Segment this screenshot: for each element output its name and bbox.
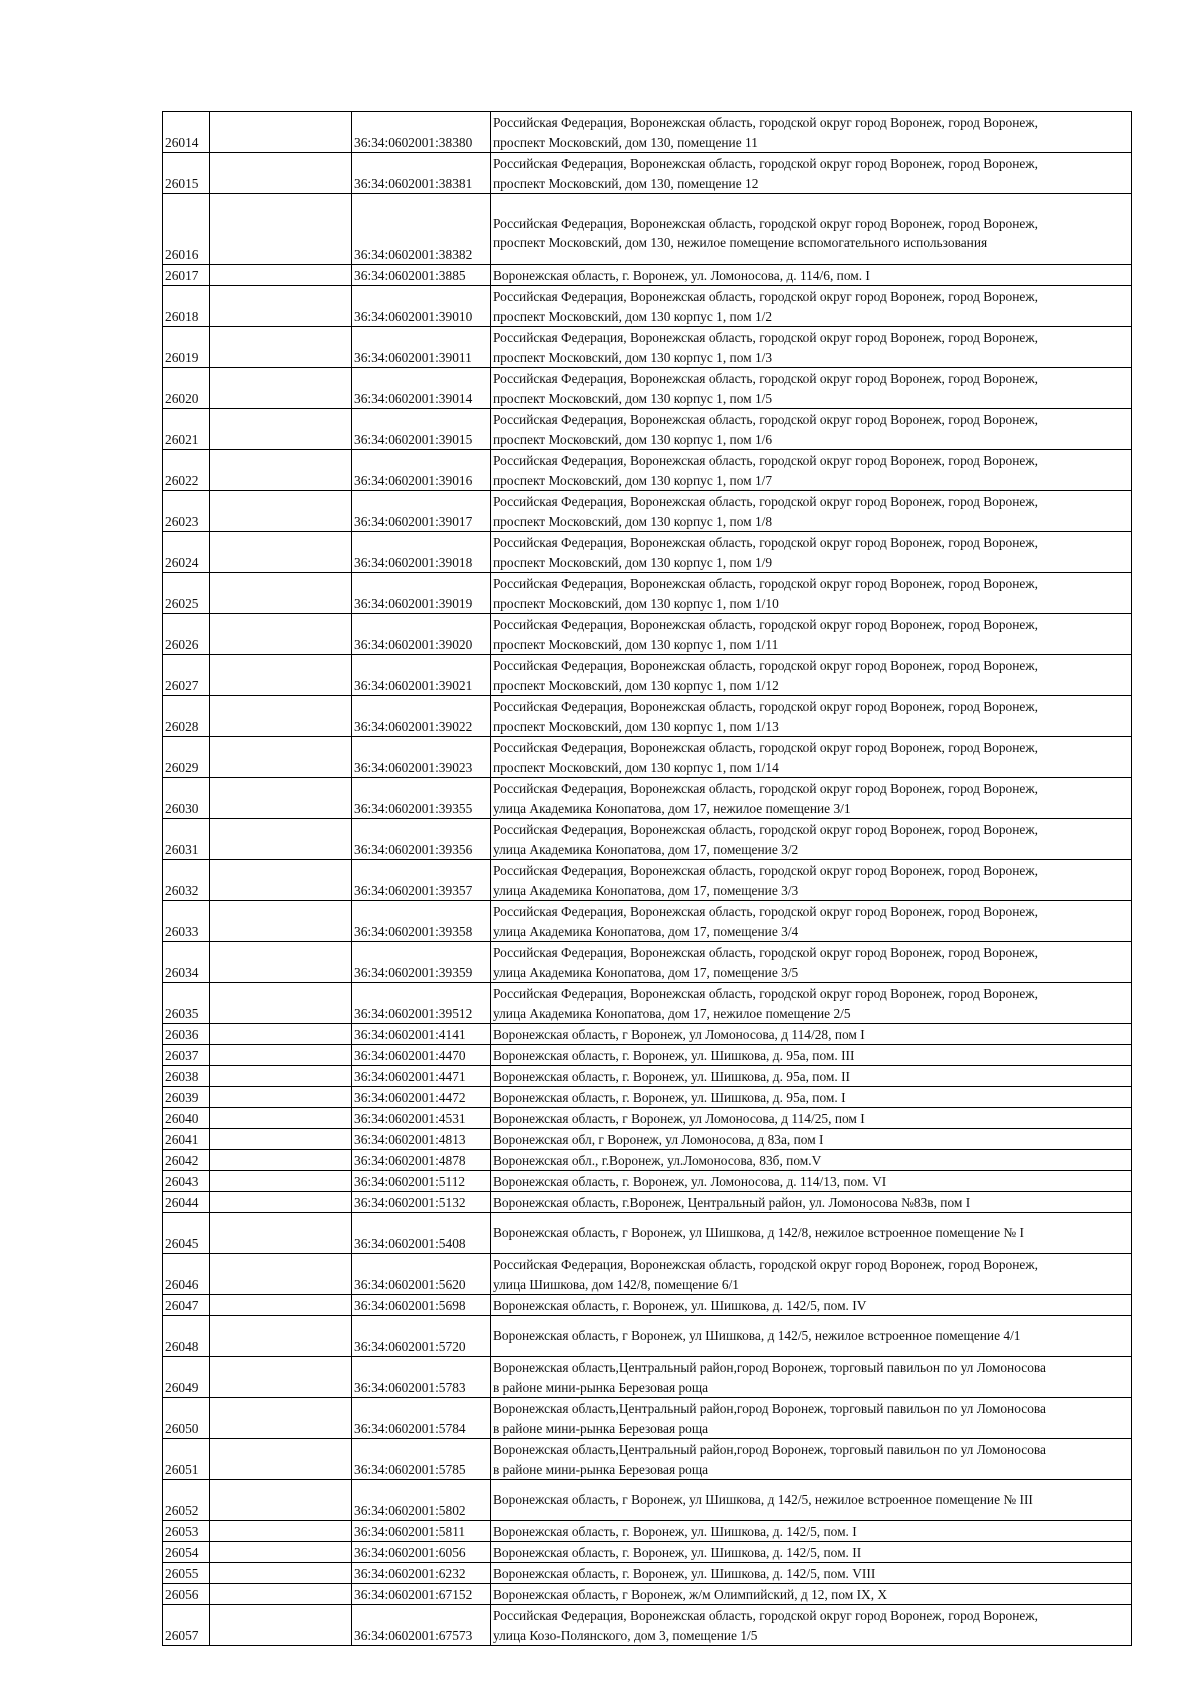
table-row [163, 450, 1132, 491]
table-row [163, 1563, 1132, 1584]
address-line: Российская Федерация, Воронежская область, городской округ город Воронеж, город Воронеж, [493, 576, 1038, 591]
address-line: улица Академика Конопатова, дом 17, нежилое помещение 3/1 [493, 800, 851, 816]
address-cell [491, 409, 1132, 450]
address-line: Воронежская область, г. Воронеж, ул. Шишкова, д. 95а, пом. III [493, 1047, 855, 1063]
address-line: Воронежская область, г. Воронеж, ул. Шишкова, д. 95а, пом. I [493, 1089, 846, 1105]
table-row [163, 1108, 1132, 1129]
cadastral-number: 36:34:0602001:38381 [352, 153, 491, 194]
empty-cell [210, 737, 352, 778]
empty-cell [210, 1192, 352, 1213]
row-number: 26038 [163, 1066, 210, 1087]
address-line: Российская Федерация, Воронежская область, городской округ город Воронеж, город Воронеж, [493, 156, 1038, 171]
table-row [163, 1066, 1132, 1087]
cadastral-number: 36:34:0602001:4813 [352, 1129, 491, 1150]
row-number: 26041 [163, 1129, 210, 1150]
address-cell [491, 1129, 1132, 1150]
row-number: 26031 [163, 819, 210, 860]
address-cell [491, 819, 1132, 860]
table-row [163, 265, 1132, 286]
table-row [163, 1605, 1132, 1646]
cadastral-number: 36:34:0602001:39020 [352, 614, 491, 655]
empty-cell [210, 368, 352, 409]
cadastral-number: 36:34:0602001:6232 [352, 1563, 491, 1584]
address-line: Российская Федерация, Воронежская область, городской округ город Воронеж, город Воронеж, [493, 740, 1038, 755]
row-number: 26053 [163, 1521, 210, 1542]
cadastral-number: 36:34:0602001:5132 [352, 1192, 491, 1213]
address-line: Воронежская область,Центральный район,город Воронеж, торговый павильон по ул Ломоносова [493, 1401, 1046, 1416]
address-line: Российская Федерация, Воронежская область, городской округ город Воронеж, город Воронеж, [493, 371, 1038, 386]
address-cell [491, 1171, 1132, 1192]
address-line: Воронежская область, г. Воронеж, ул. Шишкова, д. 142/5, пом. I [493, 1523, 857, 1539]
row-number: 26020 [163, 368, 210, 409]
table-row [163, 1398, 1132, 1439]
empty-cell [210, 1521, 352, 1542]
row-number: 26026 [163, 614, 210, 655]
row-number: 26046 [163, 1254, 210, 1295]
cadastral-number: 36:34:0602001:38380 [352, 112, 491, 153]
address-line: Воронежская область, г. Воронеж, ул. Ломоносова, д. 114/13, пом. VI [493, 1173, 887, 1189]
empty-cell [210, 614, 352, 655]
row-number: 26047 [163, 1295, 210, 1316]
row-number: 26034 [163, 942, 210, 983]
cadastral-number: 36:34:0602001:39356 [352, 819, 491, 860]
table-row [163, 286, 1132, 327]
address-cell [491, 1316, 1132, 1357]
row-number: 26018 [163, 286, 210, 327]
row-number: 26028 [163, 696, 210, 737]
table-row [163, 1316, 1132, 1357]
address-cell [491, 112, 1132, 153]
address-line: Российская Федерация, Воронежская область, городской округ город Воронеж, город Воронеж, [493, 1257, 1038, 1272]
cadastral-number: 36:34:0602001:5408 [352, 1213, 491, 1254]
row-number: 26056 [163, 1584, 210, 1605]
cadastral-number: 36:34:0602001:4141 [352, 1024, 491, 1045]
table-row [163, 1584, 1132, 1605]
empty-cell [210, 1254, 352, 1295]
table-row [163, 1171, 1132, 1192]
address-cell [491, 491, 1132, 532]
table-row [163, 1542, 1132, 1563]
address-cell [491, 1108, 1132, 1129]
empty-cell [210, 1213, 352, 1254]
empty-cell [210, 1439, 352, 1480]
address-line: Воронежская область, г.Воронеж, Центральный район, ул. Ломоносова №83в, пом I [493, 1194, 971, 1210]
address-cell [491, 1521, 1132, 1542]
empty-cell [210, 1066, 352, 1087]
address-line: Российская Федерация, Воронежская область, городской округ город Воронеж, город Воронеж, [493, 986, 1038, 1001]
address-line: Воронежская область, г. Воронеж, ул. Шишкова, д. 95а, пом. II [493, 1068, 850, 1084]
address-line: проспект Московский, дом 130 корпус 1, пом 1/14 [493, 759, 779, 775]
address-line: Воронежская область, г Воронеж, ул Шишкова, д 142/5, нежилое встроенное помещение № III [493, 1492, 1033, 1508]
address-line: Российская Федерация, Воронежская область, городской округ город Воронеж, город Воронеж, [493, 781, 1038, 796]
address-line: улица Шишкова, дом 142/8, помещение 6/1 [493, 1276, 739, 1292]
address-line: проспект Московский, дом 130, нежилое помещение вспомогательного использования [493, 235, 988, 250]
property-register-table [162, 111, 1132, 1646]
empty-cell [210, 1171, 352, 1192]
address-line: Российская Федерация, Воронежская область, городской округ город Воронеж, город Воронеж, [493, 945, 1038, 960]
table-row [163, 901, 1132, 942]
table-row [163, 983, 1132, 1024]
address-cell [491, 1045, 1132, 1066]
address-cell [491, 368, 1132, 409]
cadastral-number: 36:34:0602001:38382 [352, 194, 491, 265]
empty-cell [210, 327, 352, 368]
row-number: 26024 [163, 532, 210, 573]
table-row [163, 112, 1132, 153]
empty-cell [210, 655, 352, 696]
empty-cell [210, 1480, 352, 1521]
empty-cell [210, 1087, 352, 1108]
table-row [163, 1295, 1132, 1316]
row-number: 26015 [163, 153, 210, 194]
cadastral-number: 36:34:0602001:5785 [352, 1439, 491, 1480]
address-cell [491, 983, 1132, 1024]
cadastral-number: 36:34:0602001:67573 [352, 1605, 491, 1646]
address-line: Российская Федерация, Воронежская область, городской округ город Воронеж, город Воронеж, [493, 494, 1038, 509]
address-cell [491, 942, 1132, 983]
address-cell [491, 1213, 1132, 1254]
address-line: Российская Федерация, Воронежская область, городской округ город Воронеж, город Воронеж, [493, 822, 1038, 837]
address-line: проспект Московский, дом 130 корпус 1, пом 1/9 [493, 554, 773, 570]
empty-cell [210, 491, 352, 532]
address-line: Воронежская область, г. Воронеж, ул. Шишкова, д. 142/5, пом. VIII [493, 1565, 876, 1581]
cadastral-number: 36:34:0602001:5720 [352, 1316, 491, 1357]
empty-cell [210, 1542, 352, 1563]
table-row [163, 1045, 1132, 1066]
table-row [163, 573, 1132, 614]
row-number: 26033 [163, 901, 210, 942]
row-number: 26027 [163, 655, 210, 696]
cadastral-number: 36:34:0602001:39023 [352, 737, 491, 778]
address-line: улица Козо-Полянского, дом 3, помещение 1/5 [493, 1627, 758, 1643]
cadastral-number: 36:34:0602001:39359 [352, 942, 491, 983]
row-number: 26029 [163, 737, 210, 778]
table-row [163, 614, 1132, 655]
address-line: Российская Федерация, Воронежская область, городской округ город Воронеж, город Воронеж, [493, 535, 1038, 550]
address-cell [491, 901, 1132, 942]
cadastral-number: 36:34:0602001:39019 [352, 573, 491, 614]
row-number: 26055 [163, 1563, 210, 1584]
row-number: 26049 [163, 1357, 210, 1398]
address-line: Российская Федерация, Воронежская область, городской округ город Воронеж, город Воронеж, [493, 617, 1038, 632]
address-cell [491, 1254, 1132, 1295]
row-number: 26039 [163, 1087, 210, 1108]
cadastral-number: 36:34:0602001:5620 [352, 1254, 491, 1295]
address-cell [491, 327, 1132, 368]
table-row [163, 1150, 1132, 1171]
table-row [163, 1480, 1132, 1521]
address-line: Российская Федерация, Воронежская область, городской округ город Воронеж, город Воронеж, [493, 115, 1038, 130]
address-line: проспект Московский, дом 130 корпус 1, пом 1/3 [493, 349, 773, 365]
address-line: Российская Федерация, Воронежская область, городской округ город Воронеж, город Воронеж, [493, 412, 1038, 427]
address-line: проспект Московский, дом 130 корпус 1, пом 1/12 [493, 677, 779, 693]
row-number: 26052 [163, 1480, 210, 1521]
row-number: 26040 [163, 1108, 210, 1129]
empty-cell [210, 409, 352, 450]
row-number: 26051 [163, 1439, 210, 1480]
address-line: улица Академика Конопатова, дом 17, помещение 3/5 [493, 964, 799, 980]
address-line: Российская Федерация, Воронежская область, городской округ город Воронеж, город Воронеж, [493, 215, 1038, 231]
address-line: улица Академика Конопатова, дом 17, помещение 3/2 [493, 841, 799, 857]
address-line: Российская Федерация, Воронежская область, городской округ город Воронеж, город Воронеж, [493, 904, 1038, 919]
empty-cell [210, 983, 352, 1024]
address-cell [491, 1357, 1132, 1398]
cadastral-number: 36:34:0602001:39015 [352, 409, 491, 450]
row-number: 26021 [163, 409, 210, 450]
row-number: 26057 [163, 1605, 210, 1646]
table-row [163, 1192, 1132, 1213]
table-row [163, 737, 1132, 778]
row-number: 26023 [163, 491, 210, 532]
address-cell [491, 778, 1132, 819]
address-line: проспект Московский, дом 130 корпус 1, пом 1/10 [493, 595, 779, 611]
empty-cell [210, 194, 352, 265]
address-line: проспект Московский, дом 130 корпус 1, пом 1/6 [493, 431, 773, 447]
empty-cell [210, 1129, 352, 1150]
address-cell [491, 1398, 1132, 1439]
cadastral-number: 36:34:0602001:39022 [352, 696, 491, 737]
table-row [163, 655, 1132, 696]
table-row [163, 409, 1132, 450]
address-cell [491, 737, 1132, 778]
address-line: Российская Федерация, Воронежская область, городской округ город Воронеж, город Воронеж, [493, 289, 1038, 304]
cadastral-number: 36:34:0602001:39512 [352, 983, 491, 1024]
table-row [163, 778, 1132, 819]
table-row [163, 1254, 1132, 1295]
empty-cell [210, 1398, 352, 1439]
table-row [163, 1087, 1132, 1108]
empty-cell [210, 1563, 352, 1584]
table-row [163, 942, 1132, 983]
address-line: Воронежская область, г Воронеж, ж/м Олимпийский, д 12, пом IX, X [493, 1586, 888, 1602]
row-number: 26017 [163, 265, 210, 286]
empty-cell [210, 1584, 352, 1605]
address-line: Воронежская область,Центральный район,город Воронеж, торговый павильон по ул Ломоносова [493, 1442, 1046, 1457]
address-cell [491, 1066, 1132, 1087]
empty-cell [210, 1316, 352, 1357]
row-number: 26050 [163, 1398, 210, 1439]
address-line: Российская Федерация, Воронежская область, городской округ город Воронеж, город Воронеж, [493, 863, 1038, 878]
empty-cell [210, 778, 352, 819]
address-line: Воронежская область, г Воронеж, ул Шишкова, д 142/5, нежилое встроенное помещение 4/1 [493, 1328, 1021, 1344]
cadastral-number: 36:34:0602001:39017 [352, 491, 491, 532]
cadastral-number: 36:34:0602001:39358 [352, 901, 491, 942]
empty-cell [210, 1108, 352, 1129]
table-row [163, 860, 1132, 901]
address-cell [491, 1295, 1132, 1316]
row-number: 26042 [163, 1150, 210, 1171]
address-cell [491, 860, 1132, 901]
row-number: 26035 [163, 983, 210, 1024]
address-line: Воронежская область, г Воронеж, ул Ломоносова, д 114/28, пом I [493, 1026, 865, 1042]
empty-cell [210, 1605, 352, 1646]
row-number: 26025 [163, 573, 210, 614]
row-number: 26054 [163, 1542, 210, 1563]
row-number: 26032 [163, 860, 210, 901]
address-line: Воронежская обл., г.Воронеж, ул.Ломоносова, 83б, пом.V [493, 1152, 822, 1168]
address-line: проспект Московский, дом 130, помещение 11 [493, 134, 758, 150]
table-row [163, 1024, 1132, 1045]
table-row [163, 194, 1132, 265]
cadastral-number: 36:34:0602001:39010 [352, 286, 491, 327]
cadastral-number: 36:34:0602001:3885 [352, 265, 491, 286]
cadastral-number: 36:34:0602001:5811 [352, 1521, 491, 1542]
empty-cell [210, 696, 352, 737]
address-line: улица Академика Конопатова, дом 17, помещение 3/4 [493, 923, 799, 939]
address-cell [491, 614, 1132, 655]
address-line: Воронежская область, г. Воронеж, ул. Ломоносова, д. 114/6, пом. I [493, 267, 870, 283]
address-cell [491, 1024, 1132, 1045]
empty-cell [210, 532, 352, 573]
address-cell [491, 1439, 1132, 1480]
address-line: проспект Московский, дом 130 корпус 1, пом 1/2 [493, 308, 773, 324]
cadastral-number: 36:34:0602001:39357 [352, 860, 491, 901]
table-row [163, 491, 1132, 532]
empty-cell [210, 573, 352, 614]
table-row [163, 1439, 1132, 1480]
empty-cell [210, 450, 352, 491]
address-cell [491, 450, 1132, 491]
empty-cell [210, 1150, 352, 1171]
address-line: проспект Московский, дом 130 корпус 1, пом 1/11 [493, 636, 779, 652]
address-line: Российская Федерация, Воронежская область, городской округ город Воронеж, город Воронеж, [493, 1608, 1038, 1623]
address-cell [491, 696, 1132, 737]
address-line: проспект Московский, дом 130 корпус 1, пом 1/5 [493, 390, 773, 406]
address-cell [491, 573, 1132, 614]
table-row [163, 153, 1132, 194]
empty-cell [210, 265, 352, 286]
address-cell [491, 655, 1132, 696]
address-cell [491, 1584, 1132, 1605]
cadastral-number: 36:34:0602001:4470 [352, 1045, 491, 1066]
table-row [163, 1213, 1132, 1254]
row-number: 26036 [163, 1024, 210, 1045]
table-row [163, 532, 1132, 573]
address-line: проспект Московский, дом 130 корпус 1, пом 1/13 [493, 718, 779, 734]
cadastral-number: 36:34:0602001:5784 [352, 1398, 491, 1439]
row-number: 26022 [163, 450, 210, 491]
cadastral-number: 36:34:0602001:4472 [352, 1087, 491, 1108]
cadastral-number: 36:34:0602001:39014 [352, 368, 491, 409]
row-number: 26045 [163, 1213, 210, 1254]
table-row [163, 1357, 1132, 1398]
row-number: 26043 [163, 1171, 210, 1192]
address-line: Российская Федерация, Воронежская область, городской округ город Воронеж, город Воронеж, [493, 699, 1038, 714]
empty-cell [210, 901, 352, 942]
address-line: Российская Федерация, Воронежская область, городской округ город Воронеж, город Воронеж, [493, 330, 1038, 345]
empty-cell [210, 942, 352, 983]
address-line: Воронежская область, г Воронеж, ул Шишкова, д 142/8, нежилое встроенное помещение № I [493, 1225, 1024, 1241]
row-number: 26030 [163, 778, 210, 819]
cadastral-number: 36:34:0602001:5802 [352, 1480, 491, 1521]
cadastral-number: 36:34:0602001:5112 [352, 1171, 491, 1192]
empty-cell [210, 1295, 352, 1316]
address-line: в районе мини-рынка Березовая роща [493, 1379, 709, 1395]
address-line: проспект Московский, дом 130 корпус 1, пом 1/7 [493, 472, 773, 488]
empty-cell [210, 1357, 352, 1398]
address-line: Воронежская область, г Воронеж, ул Ломоносова, д 114/25, пом I [493, 1110, 865, 1126]
empty-cell [210, 286, 352, 327]
cadastral-number: 36:34:0602001:5698 [352, 1295, 491, 1316]
cadastral-number: 36:34:0602001:39021 [352, 655, 491, 696]
address-line: Российская Федерация, Воронежская область, городской округ город Воронеж, город Воронеж, [493, 658, 1038, 673]
address-cell [491, 286, 1132, 327]
empty-cell [210, 1024, 352, 1045]
table-row [163, 368, 1132, 409]
empty-cell [210, 860, 352, 901]
cadastral-number: 36:34:0602001:67152 [352, 1584, 491, 1605]
register-body [163, 112, 1132, 1646]
table-row [163, 819, 1132, 860]
address-cell [491, 1563, 1132, 1584]
empty-cell [210, 1045, 352, 1066]
address-cell [491, 194, 1132, 265]
address-line: Воронежская область,Центральный район,город Воронеж, торговый павильон по ул Ломоносова [493, 1360, 1046, 1375]
empty-cell [210, 819, 352, 860]
address-cell [491, 1150, 1132, 1171]
row-number: 26048 [163, 1316, 210, 1357]
row-number: 26016 [163, 194, 210, 265]
address-line: в районе мини-рынка Березовая роща [493, 1420, 709, 1436]
row-number: 26014 [163, 112, 210, 153]
address-line: Воронежская область, г. Воронеж, ул. Шишкова, д. 142/5, пом. II [493, 1544, 862, 1560]
address-cell [491, 532, 1132, 573]
row-number: 26037 [163, 1045, 210, 1066]
row-number: 26044 [163, 1192, 210, 1213]
address-line: Воронежская обл, г Воронеж, ул Ломоносова, д 83а, пом I [493, 1131, 824, 1147]
address-cell [491, 265, 1132, 286]
empty-cell [210, 112, 352, 153]
table-row [163, 1521, 1132, 1542]
table-row [163, 1129, 1132, 1150]
empty-cell [210, 153, 352, 194]
address-line: Российская Федерация, Воронежская область, городской округ город Воронеж, город Воронеж, [493, 453, 1038, 468]
address-cell [491, 1192, 1132, 1213]
cadastral-number: 36:34:0602001:39016 [352, 450, 491, 491]
cadastral-number: 36:34:0602001:39011 [352, 327, 491, 368]
cadastral-number: 36:34:0602001:39018 [352, 532, 491, 573]
address-line: проспект Московский, дом 130, помещение 12 [493, 175, 759, 191]
address-line: Воронежская область, г. Воронеж, ул. Шишкова, д. 142/5, пом. IV [493, 1297, 867, 1313]
cadastral-number: 36:34:0602001:4878 [352, 1150, 491, 1171]
address-line: в районе мини-рынка Березовая роща [493, 1461, 709, 1477]
row-number: 26019 [163, 327, 210, 368]
address-cell [491, 1542, 1132, 1563]
table-row [163, 696, 1132, 737]
cadastral-number: 36:34:0602001:4471 [352, 1066, 491, 1087]
cadastral-number: 36:34:0602001:6056 [352, 1542, 491, 1563]
table-row [163, 327, 1132, 368]
address-cell [491, 1605, 1132, 1646]
cadastral-number: 36:34:0602001:4531 [352, 1108, 491, 1129]
address-cell [491, 1087, 1132, 1108]
cadastral-number: 36:34:0602001:5783 [352, 1357, 491, 1398]
cadastral-number: 36:34:0602001:39355 [352, 778, 491, 819]
address-line: улица Академика Конопатова, дом 17, нежилое помещение 2/5 [493, 1005, 851, 1021]
address-line: проспект Московский, дом 130 корпус 1, пом 1/8 [493, 513, 773, 529]
address-line: улица Академика Конопатова, дом 17, помещение 3/3 [493, 882, 799, 898]
address-cell [491, 153, 1132, 194]
address-cell [491, 1480, 1132, 1521]
